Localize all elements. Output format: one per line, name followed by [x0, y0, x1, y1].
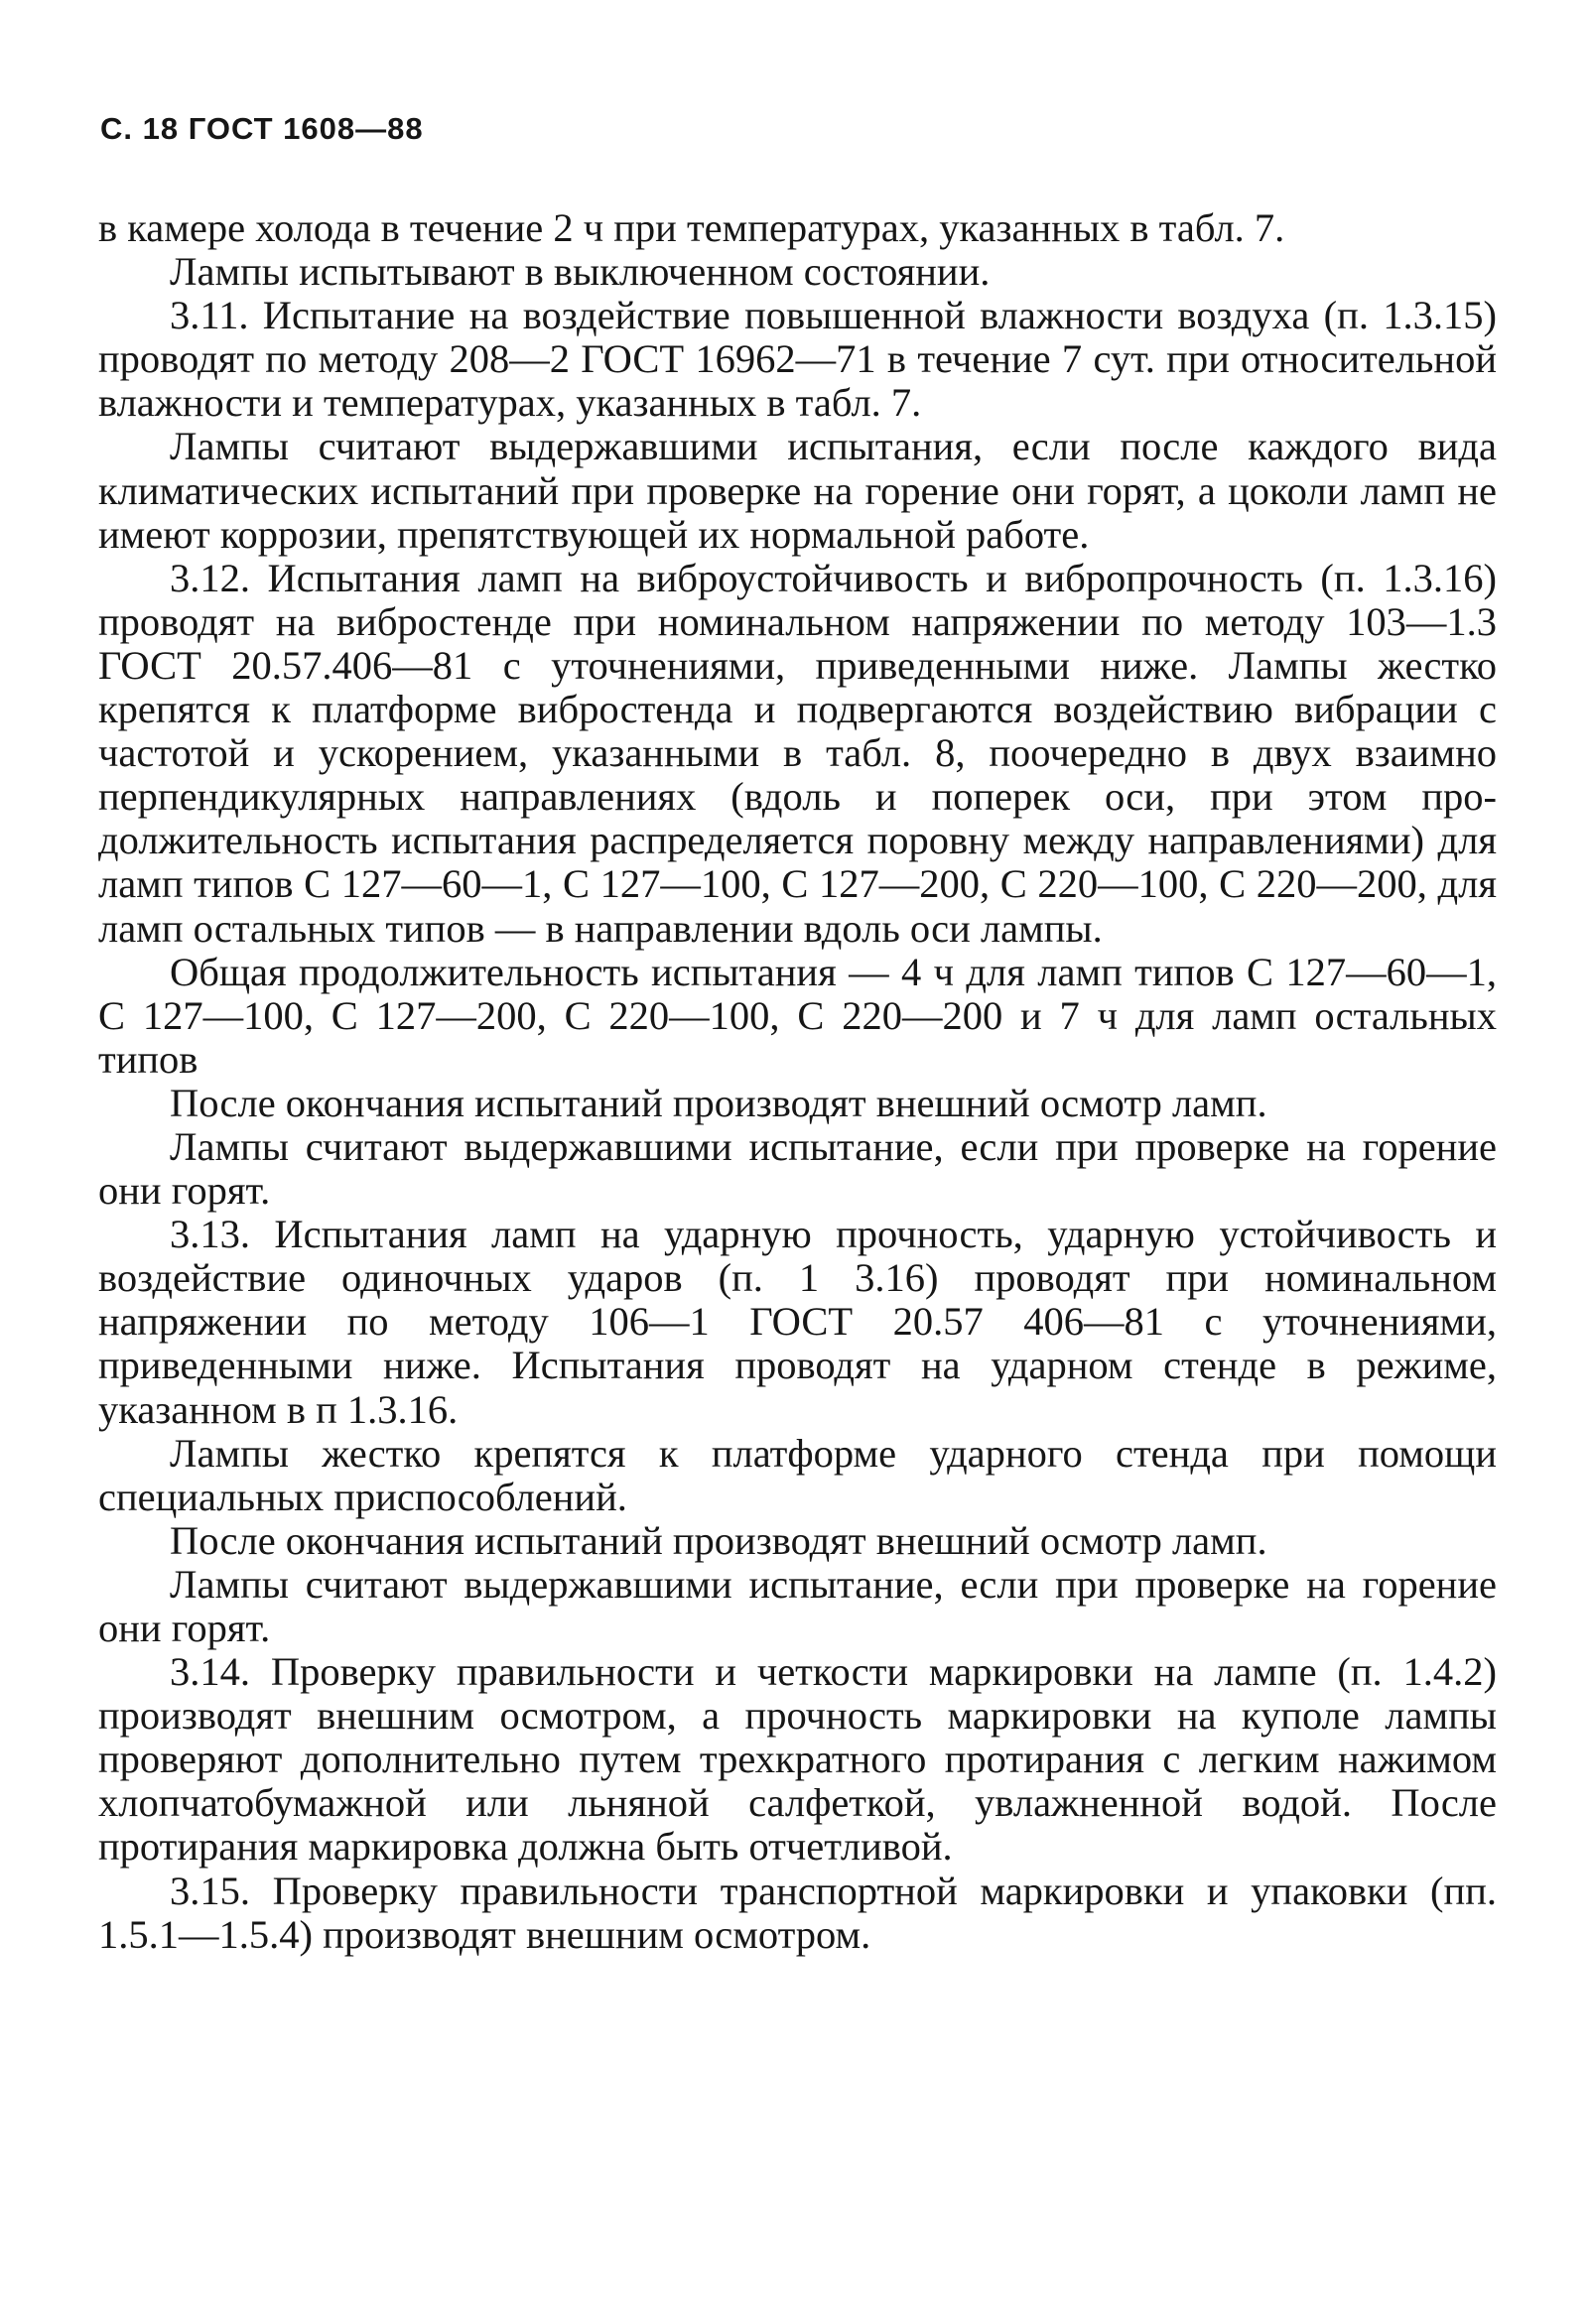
paragraph-shock-mounting: Лампы жестко крепятся к платформе ударного стенда при помощи специальных приспособлений.	[98, 1430, 1497, 1519]
paragraph-visual-inspection: После окончания испытаний производят внешний осмотр ламп.	[170, 1080, 1267, 1125]
paragraph-3-13-shock-test: 3.13. Испытания ламп на ударную прочность, ударную устойчивость и воздействие одиночных ударов (п. 1 3.16) проводят при номинальном напряжении по методу 106—1 ГОСТ 20.57 406—81 с уточнениями, приведенными ниже. Испытания проводят на ударном стенде в режиме, указанном в п 1.3.16.	[98, 1212, 1497, 1432]
paragraph-3-15-packaging-check: 3.15. Проверку правильности транспортной маркировки и упаковки (пп. 1.5.1—1.5.4) производят внешним осмотром.	[98, 1868, 1497, 1957]
paragraph-vibration-duration: Общая продолжительность испытания — 4 ч для ламп типов С 127—60—1, С 127—100, С 127—200, С 220—100, С 220—200 и 7 ч для ламп остальных типов	[98, 949, 1497, 1082]
paragraph-3-14-marking-check: 3.14. Проверку правильности и четкости маркировки на лампе (п. 1.4.2) производят внешним осмотром, а прочность маркировки на куполе лампы проверяют дополнительно путем трехкратного протирания с легким нажимом хлопчатобумажной или льняной салфеткой, увлажненной водой. После протирания маркировка должна быть отчетливой.	[98, 1649, 1497, 1870]
paragraph-3-11-humidity-test: 3.11. Испытание на воздействие повышенной влажности воздуха (п. 1.3.15) проводят по методу 208—2 ГОСТ 16962—71 в течение 7 сут. при относительной влажности и температурах, указанных в табл. 7.	[98, 293, 1497, 426]
paragraph-continuation: в камере холода в течение 2 ч при температурах, указанных в табл. 7.	[98, 205, 1285, 250]
paragraph-lamps-tested-off: Лампы испытывают в выключенном состоянии.	[170, 249, 991, 295]
paragraph-vibration-criteria: Лампы считают выдержавшими испытание, если при проверке на горение они горят.	[98, 1123, 1497, 1214]
paragraph-3-12-vibration-test: 3.12. Испытания ламп на виброустойчивость и вибропрочность (п. 1.3.16) проводят на вибростенде при номинальном напряжении по методу 103—1.3 ГОСТ 20.57.406—81 с уточнениями, приведенными ниже. Лампы жестко крепятся к платформе вибростенда и подвергаются воздействию вибрации с частотой и ускорением, указанными в табл. 8, поочередно в двух взаимно перпендикулярных направлениях (вдоль и поперек оси, при этом продолжительность испытания распределяется поровну между направлениями) для ламп типов С 127—60—1, С 127—100, С 127—200, С 220—100, С 220—200, для ламп остальных типов — в направлении вдоль оси лампы.	[98, 555, 1497, 951]
body-text	[98, 206, 1497, 1957]
paragraph-visual-inspection-2: После окончания испытаний производят внешний осмотр ламп.	[170, 1517, 1267, 1563]
page-header: С. 18 ГОСТ 1608—88	[100, 111, 424, 146]
paragraph-climatic-criteria: Лампы считают выдержавшими испытания, если после каждого вида климатических испытаний при проверке на горение они горят, а цоколи ламп не имеют коррозии, препятствующей их нормальной работе.	[98, 424, 1497, 557]
paragraph-shock-criteria: Лампы считают выдержавшими испытание, если при проверке на горение они горят.	[98, 1561, 1497, 1650]
